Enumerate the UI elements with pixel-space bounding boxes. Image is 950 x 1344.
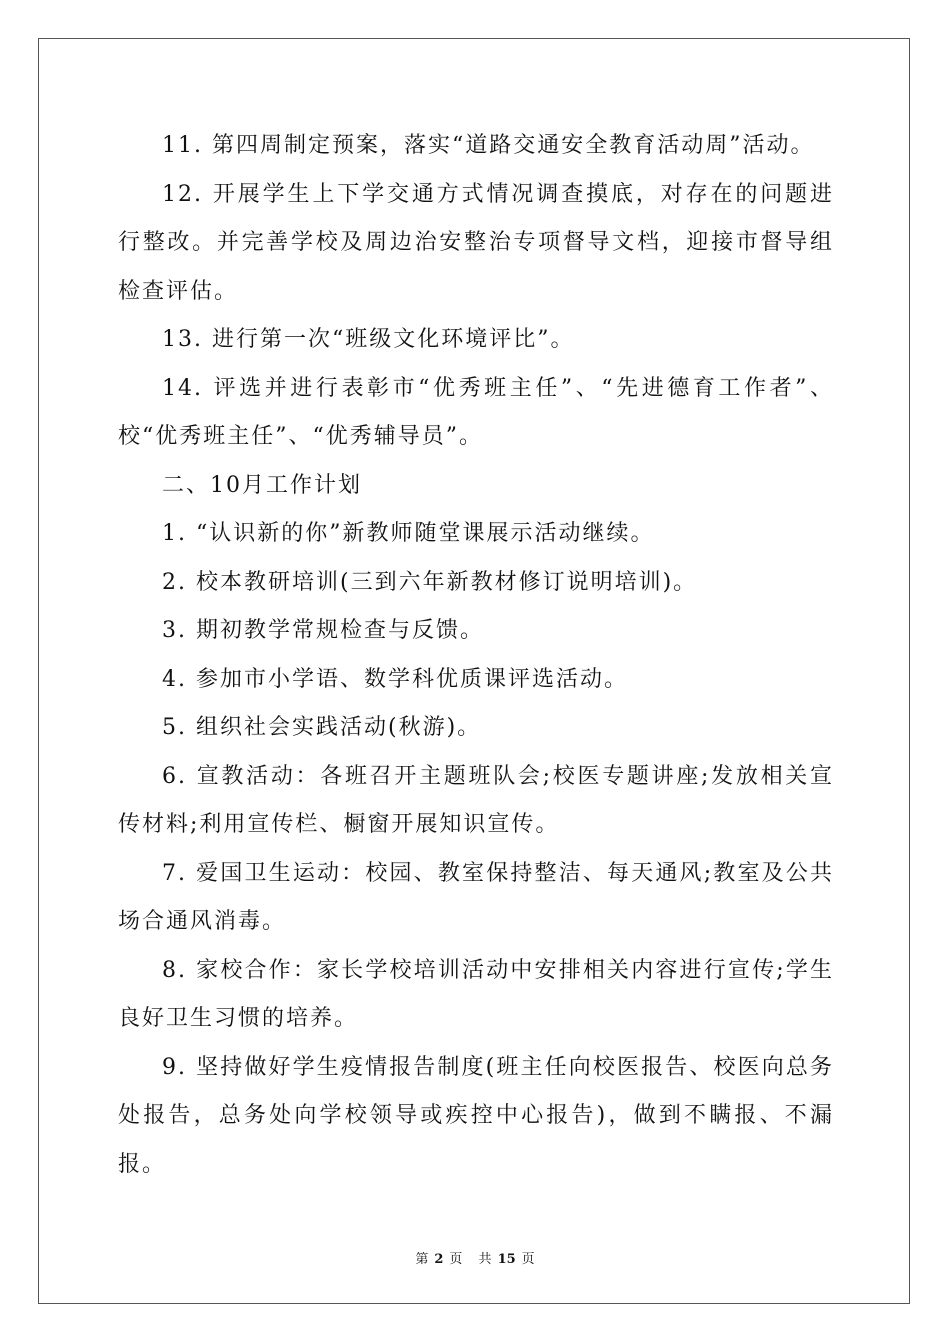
paragraph-item-13: 13. 进行第一次“班级文化环境评比”。 <box>162 327 575 352</box>
paragraph-item-5: 5. 组织社会实践活动(秋游)。 <box>162 715 482 740</box>
paragraph-item-9: 9. 坚持做好学生疫情报告制度(班主任向校医报告、校医向总务处报告，总务处向学校领导或疾控中心报告)，做到不瞒报、不漏报。 <box>118 1054 834 1177</box>
paragraph-item-1: 1. “认识新的你”新教师随堂课展示活动继续。 <box>162 521 655 546</box>
total-prefix: 共 <box>478 1252 492 1267</box>
paragraph-item-11: 11. 第四周制定预案，落实“道路交通安全教育活动周”活动。 <box>162 133 815 158</box>
total-pages-indicator <box>476 1252 538 1267</box>
total-suffix: 页 <box>521 1252 535 1267</box>
page-suffix: 页 <box>449 1252 463 1267</box>
total-page-count: 15 <box>497 1252 516 1267</box>
paragraph-item-7: 7. 爱国卫生运动：校园、教室保持整洁、每天通风;教室及公共场合通风消毒。 <box>118 860 834 934</box>
paragraph-item-3: 3. 期初教学常规检查与反馈。 <box>162 618 484 643</box>
page-indicator <box>412 1252 465 1267</box>
page-footer <box>0 1248 950 1267</box>
paragraph-item-4: 4. 参加市小学语、数学科优质课评选活动。 <box>162 666 628 692</box>
paragraph-item-14: 14. 评选并进行表彰市“优秀班主任”、“先进德育工作者”、校“优秀班主任”、“优秀辅导员”。 <box>118 375 834 449</box>
paragraph-item-8: 8. 家校合作：家长学校培训活动中安排相关内容进行宣传;学生良好卫生习惯的培养。 <box>118 957 834 1031</box>
paragraph-item-12: 12. 开展学生上下学交通方式情况调查摸底，对存在的问题进行整改。并完善学校及周边治安整治专项督导文档，迎接市督导组检查评估。 <box>118 181 834 304</box>
paragraph-item-6: 6. 宣教活动：各班召开主题班队会;校医专题讲座;发放相关宣传材料;利用宣传栏、橱窗开展知识宣传。 <box>118 763 834 837</box>
current-page-number: 2 <box>434 1252 444 1267</box>
paragraph-item-2: 2. 校本教研培训(三到六年新教材修订说明培训)。 <box>162 569 698 595</box>
document-body <box>118 122 834 1189</box>
page-prefix: 第 <box>415 1252 429 1267</box>
section-heading-october-plan: 二、10月工作计划 <box>162 472 362 498</box>
